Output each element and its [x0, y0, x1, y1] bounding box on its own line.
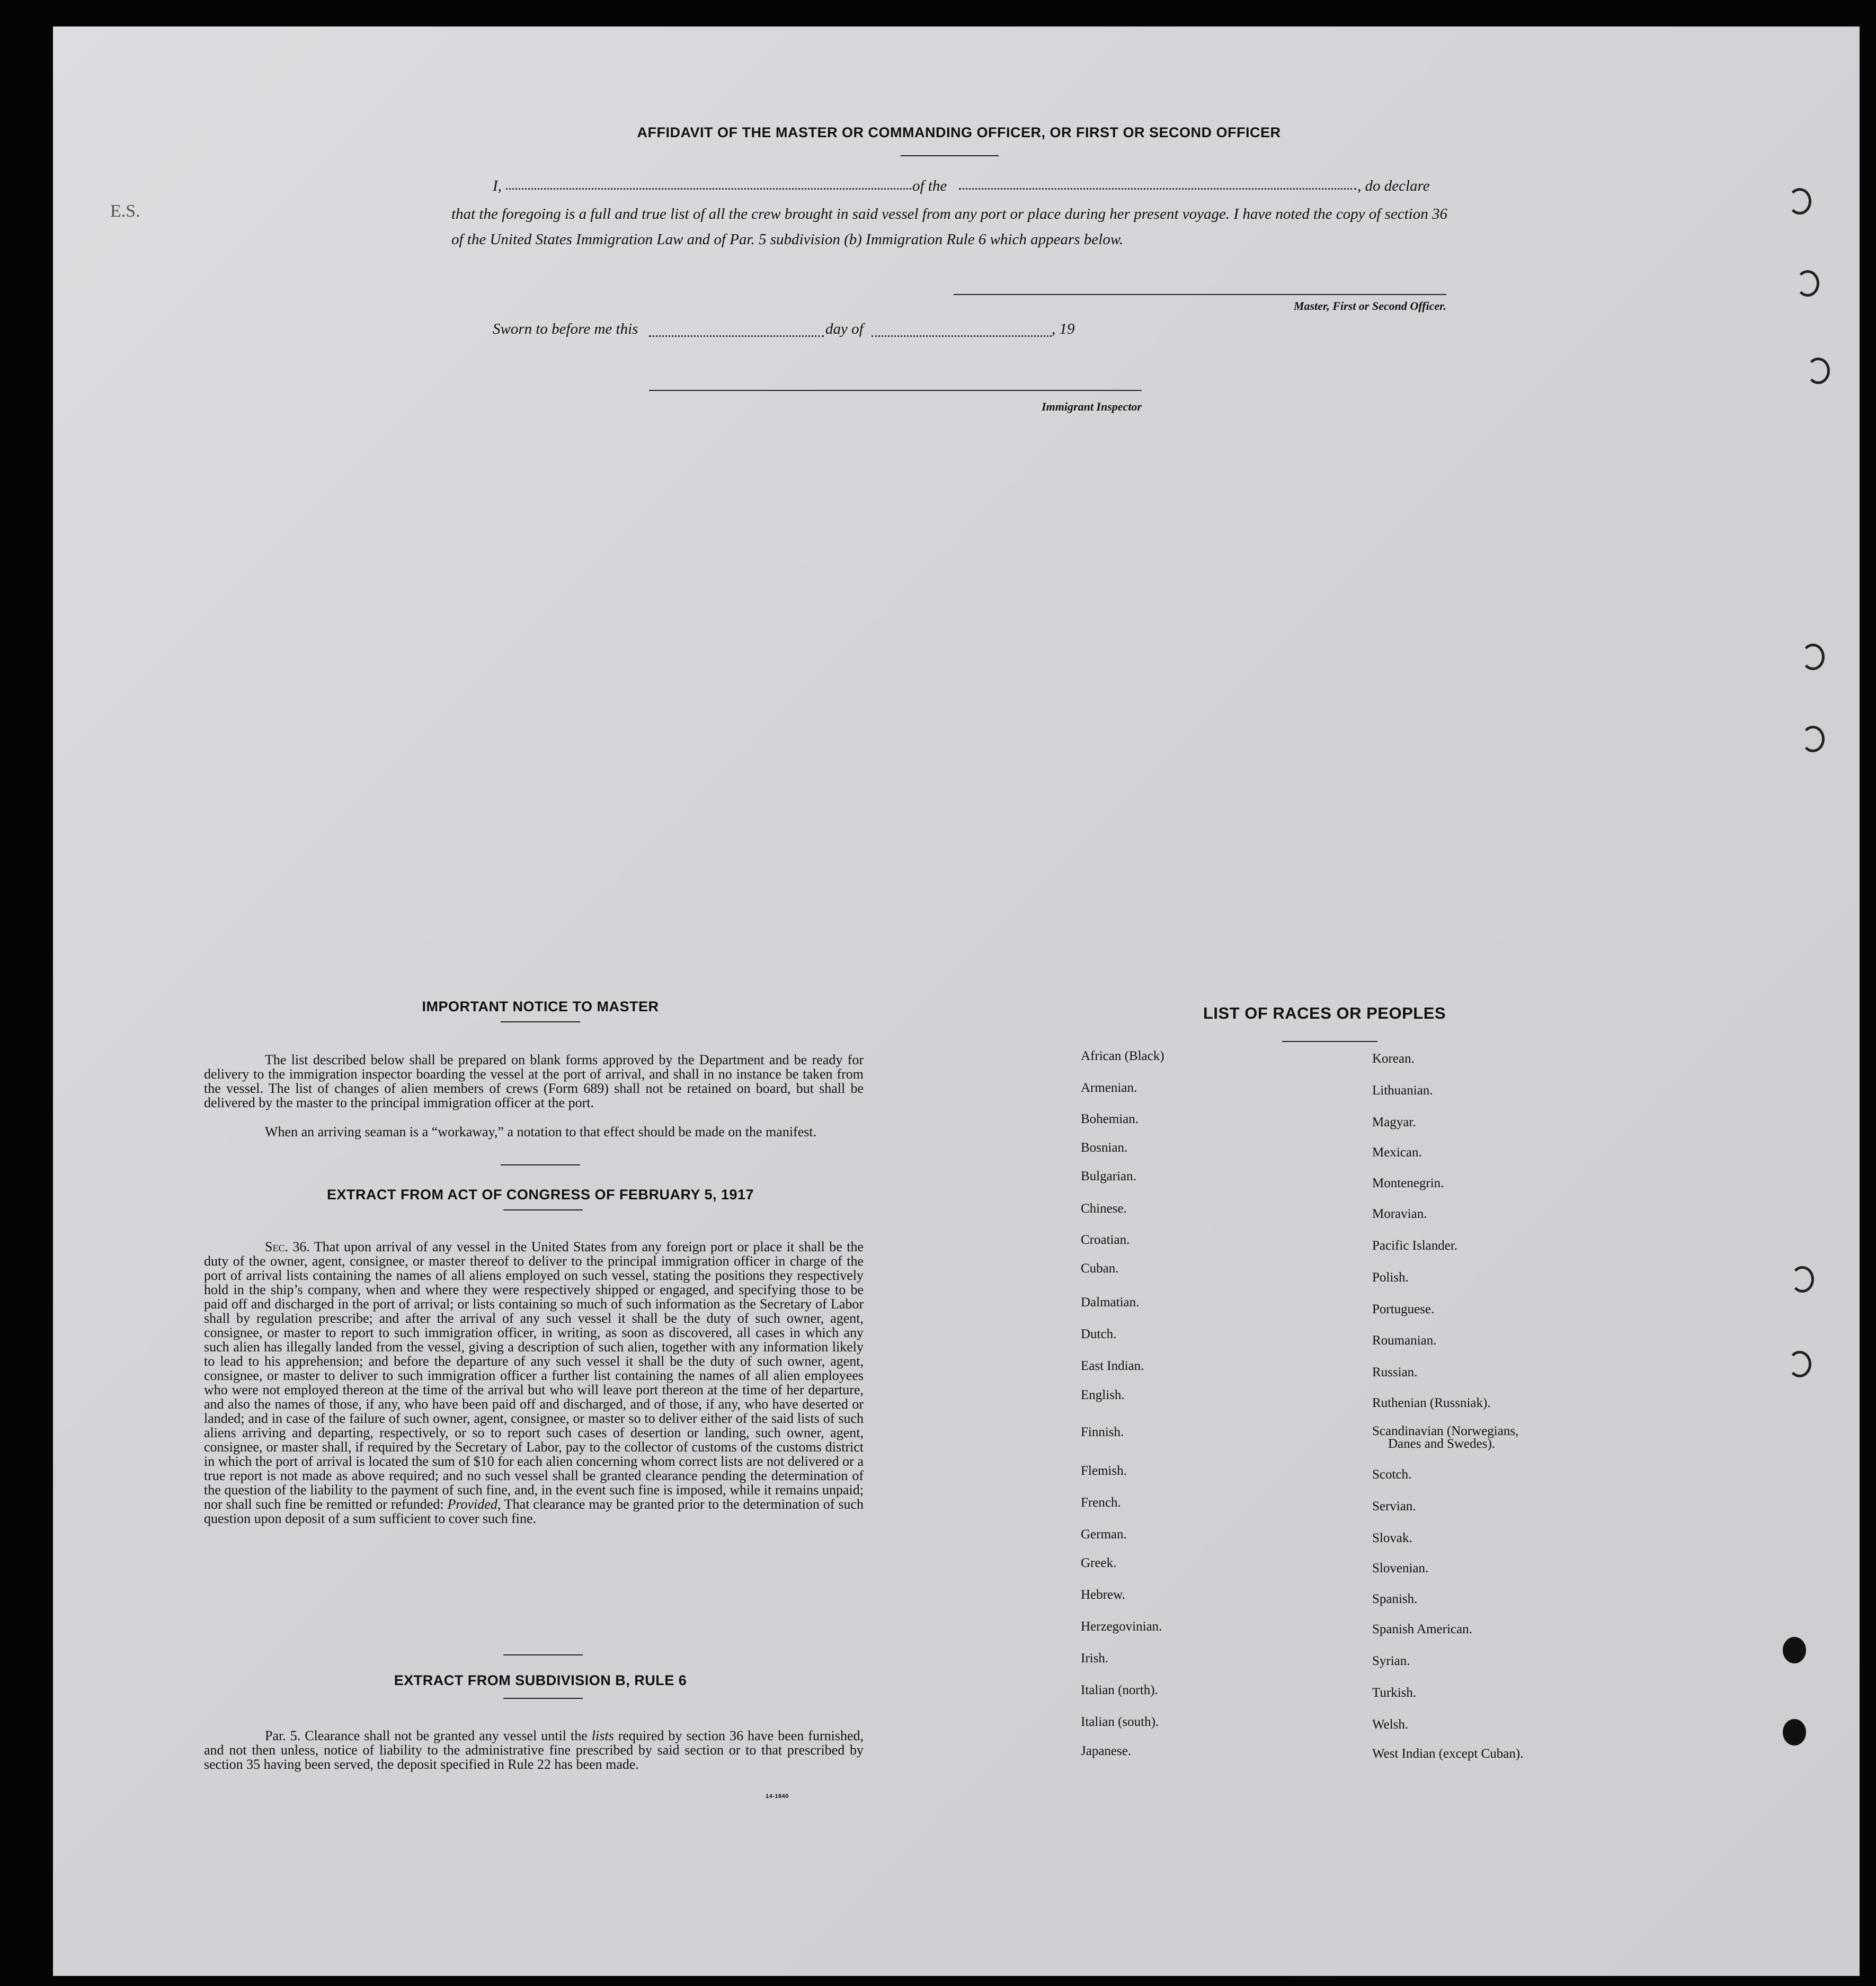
race-item: Japanese. — [1081, 1744, 1132, 1758]
divider — [503, 1654, 583, 1655]
race-item: Croatian. — [1081, 1233, 1130, 1247]
race-item: Slovenian. — [1372, 1561, 1429, 1575]
act-section-36 — [204, 1240, 864, 1526]
race-item: Lithuanian. — [1372, 1083, 1433, 1098]
race-item: East Indian. — [1081, 1359, 1144, 1373]
race-item: Dutch. — [1081, 1327, 1117, 1341]
race-item: Spanish American. — [1372, 1622, 1472, 1636]
punch-hole — [1783, 1719, 1806, 1745]
act-title: EXTRACT FROM ACT OF CONGRESS OF FEBRUARY 5, 1917 — [326, 1187, 754, 1203]
race-item: Dalmatian. — [1081, 1295, 1140, 1310]
race-item: Scandinavian (Norwegians, — [1372, 1424, 1519, 1438]
races-title: LIST OF RACES OR PEOPLES — [1203, 1004, 1446, 1022]
punch-hole — [1801, 726, 1825, 752]
race-item: Mexican. — [1372, 1145, 1422, 1160]
notice-paragraph-1 — [204, 1053, 864, 1110]
race-item: West Indian (except Cuban). — [1372, 1747, 1524, 1761]
race-item: English. — [1081, 1388, 1125, 1402]
inspector-label: Immigrant Inspector — [1042, 400, 1142, 413]
race-item: Hebrew. — [1081, 1588, 1125, 1602]
race-item: Bosnian. — [1081, 1141, 1128, 1155]
inspector-signature-line — [649, 390, 1142, 391]
rule-title: EXTRACT FROM SUBDIVISION B, RULE 6 — [394, 1672, 687, 1688]
race-item: Russian. — [1372, 1365, 1418, 1379]
race-item: Servian. — [1372, 1499, 1416, 1513]
punch-hole — [1788, 1351, 1811, 1377]
punch-hole — [1807, 358, 1830, 384]
affidavit-declare: , do declare — [1357, 177, 1430, 194]
day-of-label: day of — [825, 320, 864, 337]
divider — [503, 1698, 583, 1699]
notice-text-1: The list described below shall be prepared on blank forms approved by the Department and be ready for delivery to the immigration inspector boarding the vessel at the port of arrival, and shall in no instance be taken from the vessel. The list of changes of alien members of crews (Form 689) shall not be retained on board, but shall be delivered by the master to the principal immigration officer at the port. — [204, 1052, 864, 1110]
section-label: Sec. 36. — [265, 1239, 310, 1254]
race-item: German. — [1081, 1527, 1127, 1542]
race-item: Greek. — [1081, 1556, 1117, 1570]
divider — [503, 1209, 583, 1210]
affidavit-of-the: of the — [912, 177, 947, 194]
punch-hole — [1788, 188, 1811, 215]
race-item: Finnish. — [1081, 1425, 1124, 1439]
sworn-day-line — [649, 335, 824, 337]
race-item: Magyar. — [1372, 1115, 1416, 1129]
sworn-label: Sworn to before me this — [493, 320, 638, 337]
race-item: Ruthenian (Russniak). — [1372, 1396, 1491, 1410]
year-label: , 19 — [1052, 320, 1075, 337]
race-item: Italian (north). — [1081, 1683, 1158, 1697]
sworn-month-line — [872, 335, 1052, 337]
master-signature-line — [954, 294, 1446, 295]
name-line — [506, 188, 911, 190]
race-item: Armenian. — [1081, 1081, 1137, 1095]
margin-mark: E.S. — [110, 201, 140, 221]
divider — [501, 1164, 580, 1165]
race-item: Scotch. — [1372, 1467, 1412, 1482]
race-item: Spanish. — [1372, 1592, 1418, 1606]
race-item: Chinese. — [1081, 1201, 1127, 1216]
section-text: That upon arrival of any vessel in the United States from any foreign port or place it shall be the duty of the owner, agent, consignee, or master thereof to deliver to the principal immigration officer in charge of the port of arrival lists containing the names of all aliens employed on such vessel, stating the positions they respectively hold in the ship’s company, when and where they were respectively shipped or engaged, and specifying those to be paid off and discharged in the port of arrival; or lists containing so much of such information as the Secretary of Labor shall by regulation prescribe; and after the arrival of any such vessel it shall be the duty of such owner, agent, consignee, or master to report to such immigration officer, in writing, as soon as discovered, all cases in which any such alien has illegally landed from the vessel, giving a description of such alien, together with any information likely to lead to his apprehension; and before the departure of any such vessel it shall be the duty of such owner, agent, consignee, or master to deliver to such immigration officer a further list containing the names of all alien employees who were not employed thereon at the time of the arrival but who will leave port thereon at the time of her departure, and also the names of those, if any, who have been paid off and discharged, and of those, if any, who have deserted or landed; and in case of the failure of such owner, agent, consignee, or master so to deliver either of the said lists of such aliens arriving and departing, respectively, or so to report such cases of desertion or landing, such owner, agent, consignee, or master shall, if required by the Secretary of Labor, pay to the collector of customs of the customs district in which the port of arrival is located the sum of $10 for each alien concerning whom correct lists are not delivered or a true report is not made as above required; and no such vessel shall be granted clearance pending the determination of the question of the liability to the payment of such fine, and, in the event such fine is imposed, while it remains unpaid; nor shall such fine be remitted or refunded: — [204, 1239, 864, 1512]
race-item: Montenegrin. — [1372, 1176, 1444, 1190]
lists-word: lists — [591, 1728, 614, 1743]
race-item: Roumanian. — [1372, 1333, 1437, 1348]
race-item: Bohemian. — [1081, 1112, 1139, 1126]
document-page — [53, 26, 1860, 1976]
race-item: Flemish. — [1081, 1464, 1127, 1478]
punch-hole — [1791, 1266, 1814, 1293]
punch-hole — [1796, 270, 1819, 297]
race-item: Turkish. — [1372, 1686, 1417, 1700]
master-signature-label: Master, First or Second Officer. — [1293, 299, 1446, 313]
affidavit-title: AFFIDAVIT OF THE MASTER OR COMMANDING OFFICER, OR FIRST OR SECOND OFFICER — [637, 124, 1281, 140]
rule-text-a: Par. 5. Clearance shall not be granted any vessel until the — [265, 1728, 588, 1743]
punch-hole — [1801, 644, 1825, 670]
divider — [901, 155, 999, 156]
affidavit-i: I, — [493, 177, 502, 194]
race-item: Moravian. — [1372, 1207, 1427, 1221]
race-item: Danes and Swedes). — [1388, 1437, 1496, 1451]
race-item: Bulgarian. — [1081, 1169, 1136, 1183]
divider — [1282, 1041, 1377, 1042]
race-item: Italian (south). — [1081, 1715, 1159, 1729]
race-item: Portuguese. — [1372, 1302, 1435, 1316]
notice-paragraph-2 — [204, 1125, 864, 1139]
divider — [501, 1021, 580, 1022]
race-item: Herzegovinian. — [1081, 1619, 1162, 1634]
notice-title: IMPORTANT NOTICE TO MASTER — [422, 999, 659, 1014]
race-item: Slovak. — [1372, 1531, 1412, 1545]
race-item: French. — [1081, 1495, 1121, 1510]
punch-hole — [1783, 1637, 1806, 1663]
form-number: 14-1840 — [766, 1793, 789, 1800]
race-item: Syrian. — [1372, 1654, 1410, 1668]
race-item: Pacific Islander. — [1372, 1239, 1458, 1253]
race-item: Cuban. — [1081, 1261, 1119, 1276]
section-text-end: That clearance may be granted prior to the determination of such question upon deposit of a sum sufficient to cover such fine. — [204, 1497, 864, 1526]
rule-paragraph — [204, 1729, 864, 1771]
race-item: African (Black) — [1081, 1049, 1164, 1063]
provided-word: Provided, — [447, 1497, 501, 1512]
race-item: Korean. — [1372, 1052, 1415, 1066]
race-item: Polish. — [1372, 1270, 1409, 1285]
rule-text-b: required by section 36 have been furnished, and not then unless, notice of liability to the administrative fine prescribed by said section or to that prescribed by section 35 having been served, the deposit specified in Rule 22 has been made. — [204, 1728, 864, 1772]
notice-text-2: When an arriving seaman is a “workaway,” a notation to that effect should be made on the manifest. — [265, 1124, 817, 1139]
race-item: Welsh. — [1372, 1717, 1409, 1732]
affidavit-body: that the foregoing is a full and true list of all the crew brought in said vessel from any port or place during her present voyage. I have noted the copy of section 36 of the United States Immigration Law and of Par. 5 subdivision (b) Immigration Rule 6 which appears below. — [451, 206, 1447, 248]
vessel-line — [959, 188, 1356, 190]
race-item: Irish. — [1081, 1651, 1109, 1666]
